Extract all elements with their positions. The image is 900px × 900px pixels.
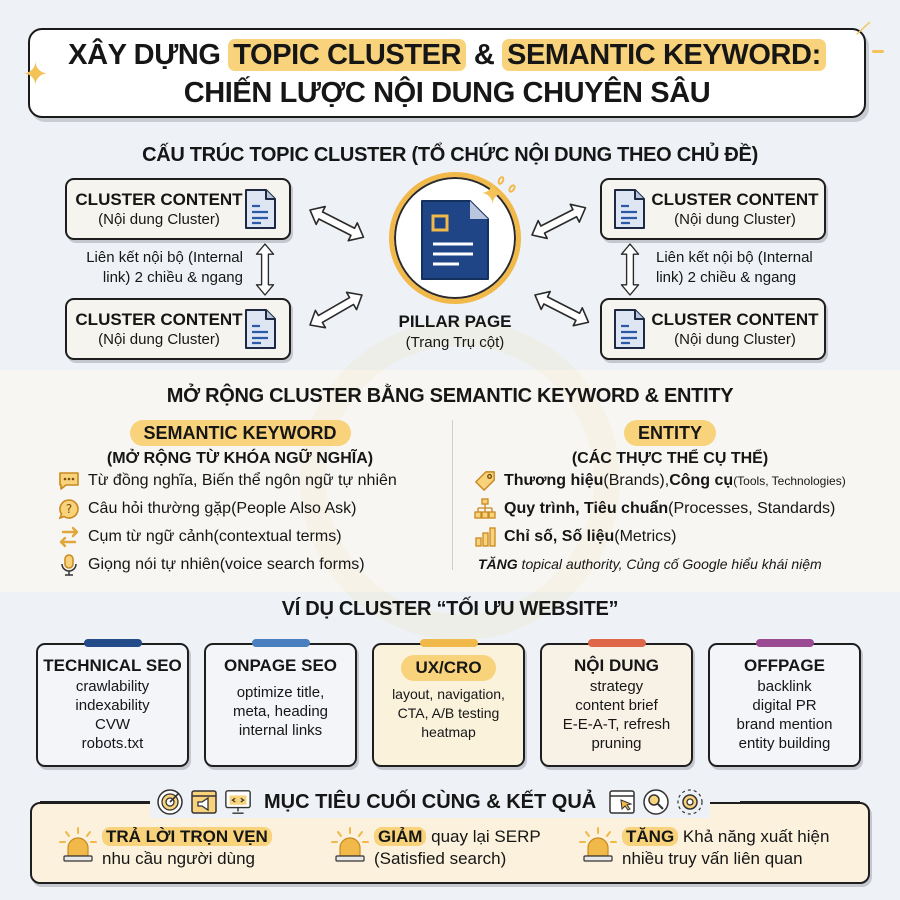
sparkle-icon: ✦ [480,178,506,211]
hierarchy-icon [474,498,496,520]
internal-link-note-right [656,248,813,288]
card-line: layout, navigation, [392,686,505,702]
cluster-card-bottom-right [600,298,826,360]
note-emphasis: TĂNG [478,556,518,572]
goal-item-answer-fully [58,826,272,870]
card-line: CVW [95,716,130,733]
card-line: internal links [238,722,323,739]
card-line: heatmap [421,724,476,740]
goal-chip: TĂNG [622,827,678,846]
cluster-card-title: CLUSTER CONTENT [75,190,243,209]
list-item [474,467,846,495]
entity-benefit-note [478,556,822,572]
siren-icon [578,826,618,866]
code-monitor-icon [224,788,252,816]
card-line: digital PR [752,697,817,714]
cluster-card-title: CLUSTER CONTENT [75,310,243,329]
goal-chip: GIẢM [374,827,426,846]
megaphone-window-icon [190,788,218,816]
card-tab [84,639,142,647]
card-title-chip: UX/CRO [401,655,495,681]
card-line: meta, heading [232,703,329,720]
magnifier-icon [642,788,670,816]
document-icon [612,188,646,230]
title-ampersand: & [473,39,495,71]
entity-chip: ENTITY [624,420,716,446]
link-note-line: link) 2 chiều & ngang [102,269,243,286]
item-text: Cụm từ ngữ cảnh [88,528,214,545]
item-note: (voice search forms) [219,556,365,573]
example-card-technical-seo [36,643,189,767]
title-line-1 [30,36,864,74]
example-card-onpage-seo [204,643,357,767]
goal-line-2: nhu cầu người dùng [102,849,255,868]
goal-item-reduce-serp [330,826,541,870]
tag-icon [474,470,496,492]
card-tab [756,639,814,647]
pillar-page-title: PILLAR PAGE [398,312,512,331]
siren-icon [330,826,370,866]
card-line: crawlability [75,678,150,695]
entity-header [520,420,820,470]
example-card-ux-cro [372,643,525,767]
cluster-card-subtitle: (Nội dung Cluster) [98,331,220,348]
cluster-card-top-right [600,178,826,240]
expansion-heading: MỞ RỘNG CLUSTER BẰNG SEMANTIC KEYWORD & ENTITY [166,385,734,407]
item-text: Giọng nói tự nhiên [88,556,220,573]
semantic-keyword-chip: SEMANTIC KEYWORD [130,420,351,446]
card-line: backlink [757,678,812,695]
swap-arrows-icon [58,526,80,548]
cluster-card-title: CLUSTER CONTENT [651,310,819,329]
item-note: (Processes, Standards) [668,500,836,517]
example-card-offpage [708,643,861,767]
cluster-card-title: CLUSTER CONTENT [651,190,819,209]
goal-item-increase-visibility [578,826,829,870]
card-line: optimize title, [236,684,325,701]
title-text: XÂY DỰNG [68,39,221,71]
document-icon [243,188,277,230]
title-banner [28,28,866,118]
question-bubble-icon [58,498,80,520]
pillar-page-label [360,311,550,352]
title-highlight-topic-cluster: TOPIC CLUSTER [228,39,466,71]
semantic-keyword-header [90,420,390,470]
list-item [474,523,846,551]
semantic-keyword-list [58,467,397,579]
list-item [58,495,397,523]
item-text: Công cụ [669,472,734,489]
semantic-keyword-subtitle: (MỞ RỘNG TỪ KHÓA NGỮ NGHĨA) [106,450,374,467]
card-line: pruning [591,735,642,752]
card-tab [420,639,478,647]
pillar-page-subtitle: (Trang Trụ cột) [405,334,505,351]
example-card-noi-dung [540,643,693,767]
sparkle-dash-icon [872,50,884,53]
sparkle-rays-icon: ⁄ [858,15,869,42]
document-icon [243,308,277,350]
card-title: OFFPAGE [744,656,825,675]
cursor-window-icon [608,788,636,816]
svg-text:?: ? [65,502,73,516]
goal-line-2: (Satisfied search) [374,849,507,868]
list-item [58,551,397,579]
item-text: Chỉ số, Số liệu [504,528,615,545]
microphone-icon [58,554,80,576]
title-highlight-semantic-keyword: SEMANTIC KEYWORD: [502,39,826,71]
item-note: (People Also Ask) [231,500,357,517]
bar-chart-icon [474,526,496,548]
list-item [58,467,397,495]
note-text: topical authority, Củng cố Google hiểu khái niệm [517,556,822,572]
sparkle-icon: ✦ [22,56,49,92]
target-icon [156,788,184,816]
link-note-line: link) 2 chiều & ngang [656,269,797,286]
cluster-card-top-left [65,178,291,240]
column-divider [452,420,453,570]
siren-icon [58,826,98,866]
card-title: TECHNICAL SEO [43,656,182,675]
link-note-line: Liên kết nội bộ (Internal [86,249,243,266]
cluster-card-subtitle: (Nội dung Cluster) [98,211,220,228]
card-line: entity building [738,735,831,752]
card-line: brand mention [736,716,833,733]
item-note: (contextual terms) [213,528,342,545]
goal-chip: TRẢ LỜI TRỌN VẸN [102,827,272,846]
document-icon [612,308,646,350]
goal-text: Khả năng xuất hiện [678,827,830,846]
title-line-2: CHIẾN LƯỢC NỘI DUNG CHUYÊN SÂU [183,77,711,109]
gear-icon [676,788,704,816]
entity-subtitle: (CÁC THỰC THỂ CỤ THỂ) [571,450,769,467]
item-small-note: (Tools, Technologies) [733,474,846,488]
cluster-card-bottom-left [65,298,291,360]
internal-link-note-left [55,248,243,288]
item-note: (Metrics) [614,528,677,545]
goal-text: quay lại SERP [426,827,541,846]
card-title: NỘI DUNG [574,656,659,675]
card-line: indexability [75,697,150,714]
item-text: Từ đồng nghĩa, Biến thể ngôn ngữ tự nhiên [88,472,397,489]
goal-line-2: nhiều truy vấn liên quan [622,849,803,868]
cluster-card-subtitle: (Nội dung Cluster) [674,331,796,348]
item-text: Câu hỏi thường gặp [88,500,232,517]
list-item [474,495,846,523]
link-note-line: Liên kết nội bộ (Internal [656,249,813,266]
card-line: strategy [589,678,644,695]
card-tab [252,639,310,647]
item-text: Thương hiệu [504,472,604,489]
card-title: ONPAGE SEO [223,656,338,675]
structure-heading: CẤU TRÚC TOPIC CLUSTER (TỔ CHỨC NỘI DUNG THEO CHỦ ĐỀ) [142,144,758,166]
item-text: Quy trình, Tiêu chuẩn [504,500,669,517]
example-heading: VÍ DỤ CLUSTER “TỐI ƯU WEBSITE” [281,598,619,620]
card-line: E-E-A-T, refresh [562,716,671,733]
card-line: robots.txt [81,735,144,752]
list-item [58,523,397,551]
goals-heading: MỤC TIÊU CUỐI CÙNG & KẾT QUẢ [264,790,597,813]
card-tab [588,639,646,647]
item-note: (Brands), [603,472,670,489]
cluster-card-subtitle: (Nội dung Cluster) [674,211,796,228]
card-line: content brief [575,697,658,714]
goals-header-rule [40,801,150,803]
chat-bubble-icon [58,470,80,492]
card-line: CTA, A/B testing [397,705,500,721]
entity-list [474,467,846,551]
goals-header [150,786,710,818]
goals-header-rule [740,801,860,803]
